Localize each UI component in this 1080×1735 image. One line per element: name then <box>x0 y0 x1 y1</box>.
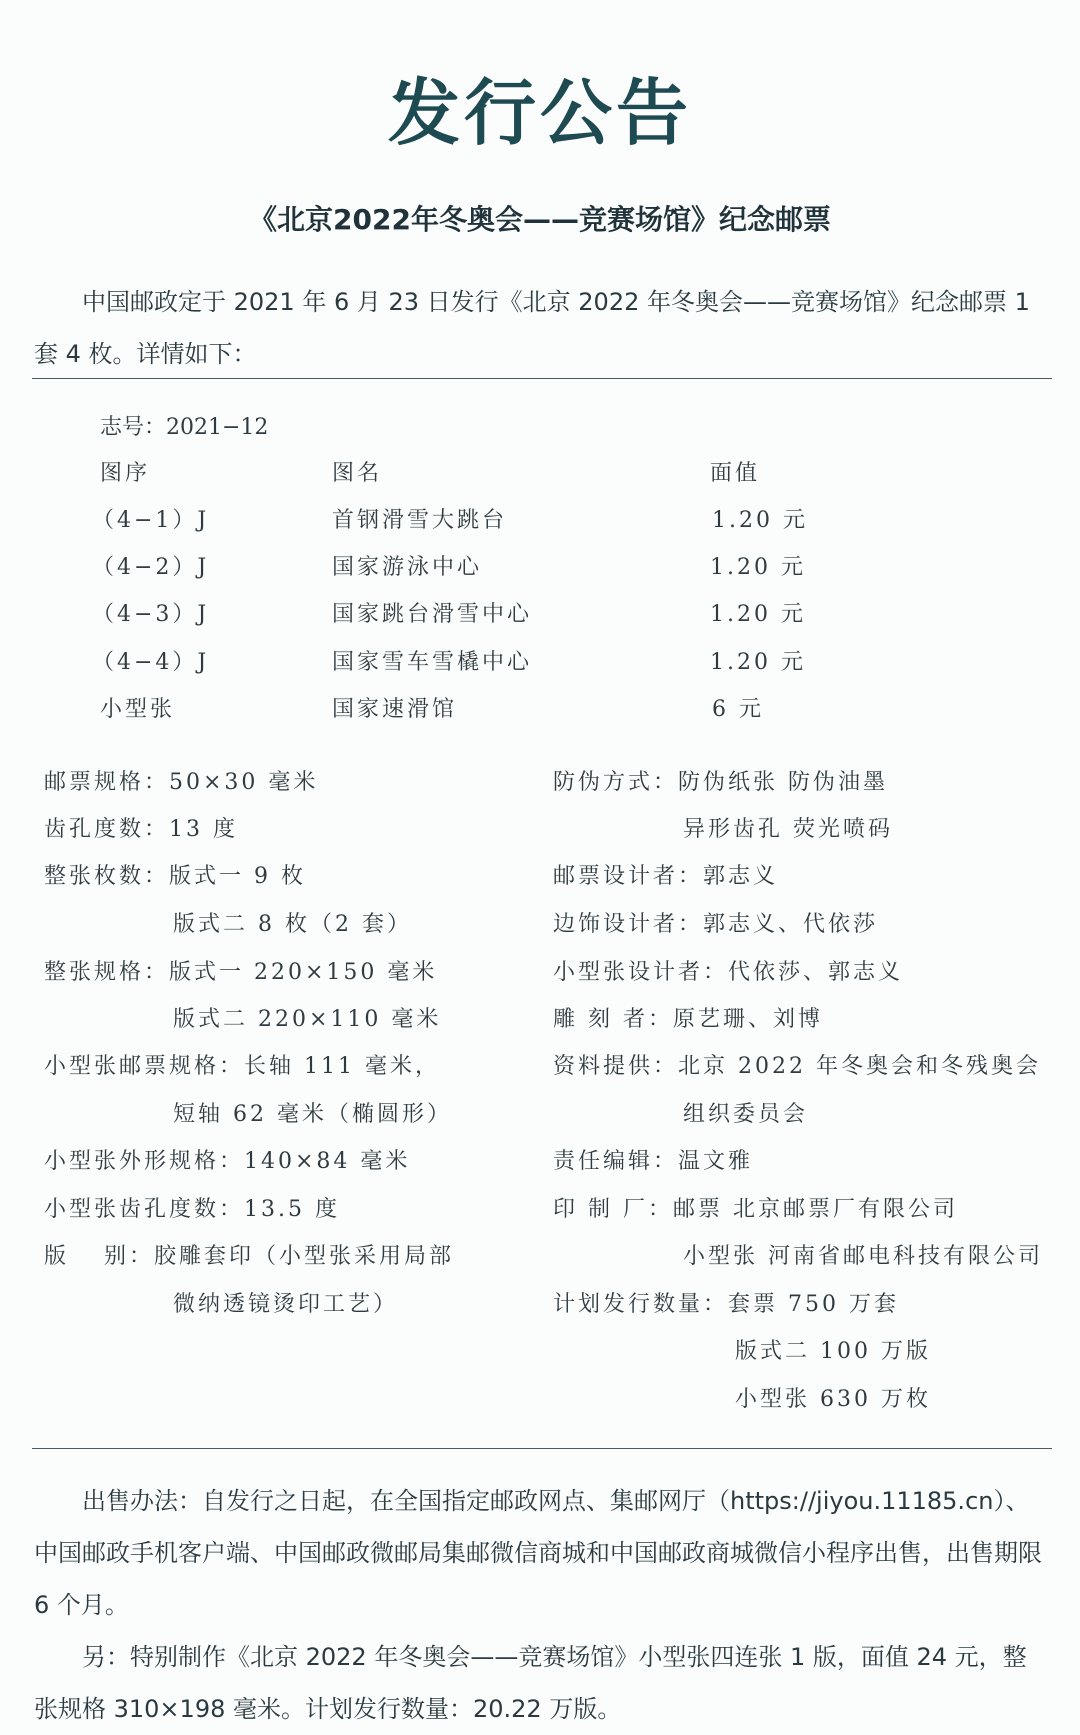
spec-anti-counterfeit-2: 异形齿孔 荧光喷码 <box>683 817 893 842</box>
sale-paragraph: 出售办法：自发行之日起，在全国指定邮政网点、集邮网厅（https://jiyou.11185.cn）、中国邮政手机客户端、中国邮政微邮局集邮微信商城和中国邮政商城微信小程序出售，出售期限 6 个月。 <box>34 1487 1042 1619</box>
spec-souvenir-designer: 小型张设计者：代依莎、郭志义 <box>553 960 904 985</box>
table-row-name: 国家游泳中心 <box>332 555 483 580</box>
spec-sheet-count: 整张枚数：版式一 9 枚 <box>44 864 306 889</box>
table-row-order: （4−2）J <box>92 555 210 580</box>
table-row-name: 国家跳台滑雪中心 <box>332 602 533 627</box>
table-row-name: 国家速滑馆 <box>332 697 458 722</box>
spec-stamp-size: 邮票规格：50×30 毫米 <box>44 770 319 795</box>
table-row-name: 国家雪车雪橇中心 <box>332 650 533 675</box>
spec-editor: 责任编辑：温文雅 <box>553 1149 754 1174</box>
intro-paragraph: 中国邮政定于 2021 年 6 月 23 日发行《北京 2022 年冬奥会——竞赛场馆》纪念邮票 1 套 4 枚。详情如下： <box>34 288 1030 368</box>
spec-materials-2: 组织委员会 <box>683 1102 809 1127</box>
note-paragraph: 另：特别制作《北京 2022 年冬奥会——竞赛场馆》小型张四连张 1 版，面值 24 元，整张规格 310×198 毫米。计划发行数量：20.22 万版。 <box>34 1643 1027 1723</box>
page-title: 发行公告 <box>387 71 692 155</box>
table-row-name: 首钢滑雪大跳台 <box>332 508 508 533</box>
table-row-order: （4−3）J <box>92 602 210 627</box>
divider-bottom <box>32 1448 1052 1449</box>
table-row-value: 1.20 元 <box>710 555 806 580</box>
spec-stamp-designer: 邮票设计者：郭志义 <box>553 864 779 889</box>
spec-printer-2: 小型张 河南省邮电科技有限公司 <box>683 1244 1043 1269</box>
col-header-value: 面值 <box>710 461 761 486</box>
spec-border-designer: 边饰设计者：郭志义、代依莎 <box>553 912 879 937</box>
spec-engraver: 雕 刻 者：原艺珊、刘博 <box>553 1007 823 1032</box>
spec-anti-counterfeit: 防伪方式：防伪纸张 防伪油墨 <box>553 770 888 795</box>
table-row-value: 1.20 元 <box>712 508 808 533</box>
spec-souvenir-outer-size: 小型张外形规格：140×84 毫米 <box>44 1149 411 1174</box>
table-row-value: 1.20 元 <box>710 602 806 627</box>
spec-souvenir-stamp-size-2: 短轴 62 毫米（椭圆形） <box>173 1102 452 1127</box>
issue-number: 志号：2021−12 <box>100 415 269 440</box>
spec-sheet-count-2: 版式二 8 枚（2 套） <box>173 912 412 937</box>
table-row-order: （4−1）J <box>92 508 210 533</box>
spec-planned-quantity-3: 小型张 630 万枚 <box>735 1387 931 1412</box>
table-row-order: （4−4）J <box>92 650 210 675</box>
spec-materials: 资料提供：北京 2022 年冬奥会和冬残奥会 <box>553 1054 1041 1079</box>
spec-souvenir-perforation: 小型张齿孔度数：13.5 度 <box>44 1197 340 1222</box>
spec-perforation: 齿孔度数：13 度 <box>44 817 238 842</box>
col-header-order: 图序 <box>100 461 151 486</box>
spec-planned-quantity: 计划发行数量：套票 750 万套 <box>553 1292 899 1317</box>
table-row-value: 1.20 元 <box>710 650 806 675</box>
col-header-name: 图名 <box>332 461 383 486</box>
spec-sheet-size: 整张规格：版式一 220×150 毫米 <box>44 960 438 985</box>
spec-souvenir-stamp-size: 小型张邮票规格：长轴 111 毫米， <box>44 1054 440 1079</box>
spec-sheet-size-2: 版式二 220×110 毫米 <box>173 1007 442 1032</box>
divider-top <box>32 378 1052 379</box>
spec-printer: 印 制 厂：邮票 北京邮票厂有限公司 <box>553 1197 958 1222</box>
spec-printing-method-2: 微纳透镜烫印工艺） <box>173 1292 399 1317</box>
table-row-value: 6 元 <box>712 697 764 722</box>
spec-printing-method: 版 别：胶雕套印（小型张采用局部 <box>44 1244 454 1269</box>
spec-planned-quantity-2: 版式二 100 万版 <box>735 1339 931 1364</box>
table-row-order: 小型张 <box>100 697 176 722</box>
stamp-set-title: 《北京2022年冬奥会——竞赛场馆》纪念邮票 <box>249 203 831 236</box>
